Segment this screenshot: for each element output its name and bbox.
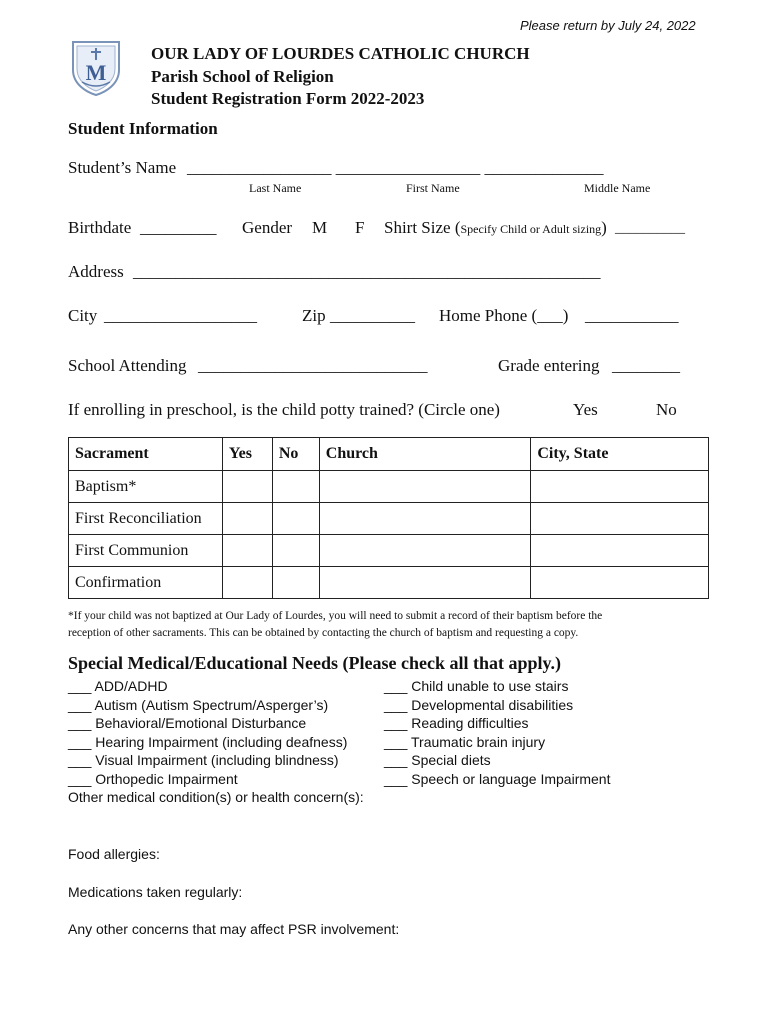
church-cell[interactable] <box>319 471 531 503</box>
table-row <box>69 567 709 599</box>
needs-checkbox-item[interactable]: ___ Traumatic brain injury <box>384 733 546 750</box>
other-concerns-label: Any other concerns that may affect PSR involvement: <box>68 921 400 937</box>
no-cell[interactable] <box>272 503 319 535</box>
header-no: No <box>272 438 319 471</box>
header-church: Church <box>319 438 531 471</box>
section-title-student-info: Student Information <box>68 119 218 138</box>
shirt-size-label <box>384 218 607 238</box>
city-line[interactable]: __________________ <box>104 306 257 325</box>
yes-cell[interactable] <box>222 503 272 535</box>
birthdate-line[interactable]: _________ <box>140 218 217 237</box>
needs-checkbox-item[interactable]: ___ Special diets <box>384 752 491 768</box>
home-phone-label: Home Phone (___) <box>439 306 569 325</box>
header-sacrament: Sacrament <box>69 438 223 471</box>
gender-m-option[interactable]: M <box>312 218 328 237</box>
school-attending-line[interactable]: ___________________________ <box>198 356 428 375</box>
city-state-cell[interactable] <box>531 471 709 503</box>
home-phone-line[interactable]: ___________ <box>585 306 679 325</box>
first-name-caption: First Name <box>406 181 460 195</box>
church-name: OUR LADY OF LOURDES CATHOLIC CHURCH <box>151 44 530 63</box>
sacrament-name: First Reconciliation <box>69 503 223 535</box>
crest-logo-icon <box>70 38 122 96</box>
svg-text:M: M <box>85 60 107 85</box>
city-label: City <box>68 306 98 325</box>
grade-entering-label: Grade entering <box>498 356 600 375</box>
medications-label: Medications taken regularly: <box>68 884 243 900</box>
address-label: Address <box>68 262 124 281</box>
needs-checkbox-item[interactable]: ___ Behavioral/Emotional Disturbance <box>68 715 307 731</box>
needs-checkbox-item[interactable]: ___ Speech or language Impairment <box>384 770 611 787</box>
no-cell[interactable] <box>272 471 319 503</box>
food-allergies-label: Food allergies: <box>68 846 160 862</box>
table-row <box>69 471 709 503</box>
table-row <box>69 503 709 535</box>
yes-cell[interactable] <box>222 535 272 567</box>
birthdate-label: Birthdate <box>68 218 132 237</box>
no-cell[interactable] <box>272 567 319 599</box>
city-state-cell[interactable] <box>531 503 709 535</box>
sacrament-name: Baptism* <box>69 471 223 503</box>
shirt-size-close: ) <box>601 218 607 237</box>
address-line[interactable]: _______________________________________________________ <box>133 262 601 281</box>
church-cell[interactable] <box>319 503 531 535</box>
student-name-label: Student’s Name <box>68 158 177 177</box>
sacrament-table <box>68 437 709 599</box>
no-cell[interactable] <box>272 535 319 567</box>
potty-question: If enrolling in preschool, is the child potty trained? (Circle one) <box>68 400 500 419</box>
potty-no-option[interactable]: No <box>656 400 677 419</box>
needs-left-column <box>68 677 364 807</box>
header-yes: Yes <box>222 438 272 471</box>
school-attending-label: School Attending <box>68 356 187 375</box>
city-state-cell[interactable] <box>531 567 709 599</box>
baptism-note-line-2: reception of other sacraments. This can be obtained by contacting the church of baptism and requesting a copy. <box>68 627 579 639</box>
school-name: Parish School of Religion <box>151 67 334 86</box>
last-name-caption: Last Name <box>249 181 302 195</box>
church-cell[interactable] <box>319 567 531 599</box>
church-cell[interactable] <box>319 535 531 567</box>
gender-f-option[interactable]: F <box>355 218 365 237</box>
needs-checkbox-item[interactable]: ___ Visual Impairment (including blindness) <box>68 752 339 768</box>
needs-checkbox-item[interactable]: ___ Hearing Impairment (including deafness) <box>68 733 348 750</box>
sacrament-name: Confirmation <box>69 567 223 599</box>
shirt-size-label-text: Shirt Size ( <box>384 218 461 237</box>
city-state-cell[interactable] <box>531 535 709 567</box>
middle-name-caption: Middle Name <box>584 181 651 195</box>
needs-checkbox-item[interactable]: ___ Reading difficulties <box>384 715 529 731</box>
needs-checkbox-item[interactable]: ___ Child unable to use stairs <box>384 678 569 694</box>
other-conditions-label: Other medical condition(s) or health concern(s): <box>68 789 364 805</box>
zip-label: Zip <box>302 306 326 325</box>
sacrament-name: First Communion <box>69 535 223 567</box>
potty-yes-option[interactable]: Yes <box>573 400 598 419</box>
shirt-size-note: Specify Child or Adult sizing <box>460 222 602 236</box>
return-note: Please return by July 24, 2022 <box>520 18 696 33</box>
student-name-line[interactable]: _________________ _________________ ______________ <box>187 158 604 177</box>
table-row <box>69 535 709 567</box>
needs-checkbox-item[interactable]: ___ Autism (Autism Spectrum/Asperger’s) <box>68 696 329 713</box>
header-city-state: City, State <box>531 438 709 471</box>
grade-entering-line[interactable]: ________ <box>612 356 680 375</box>
special-needs-title: Special Medical/Educational Needs (Please check all that apply.) <box>68 653 561 673</box>
needs-right-column <box>384 677 610 788</box>
gender-label: Gender <box>242 218 293 237</box>
shirt-size-line[interactable]: __________ <box>615 221 685 236</box>
yes-cell[interactable] <box>222 567 272 599</box>
table-header-row <box>69 438 709 471</box>
form-title: Student Registration Form 2022-2023 <box>151 89 425 108</box>
yes-cell[interactable] <box>222 471 272 503</box>
needs-checkbox-item[interactable]: ___ Developmental disabilities <box>384 696 574 713</box>
needs-checkbox-item[interactable]: ___ Orthopedic Impairment <box>68 770 238 787</box>
zip-line[interactable]: __________ <box>330 306 415 325</box>
baptism-note-line-1: *If your child was not baptized at Our Lady of Lourdes, you will need to submit a record of their baptism before the <box>68 610 603 622</box>
needs-checkbox-item[interactable]: ___ ADD/ADHD <box>68 678 168 694</box>
